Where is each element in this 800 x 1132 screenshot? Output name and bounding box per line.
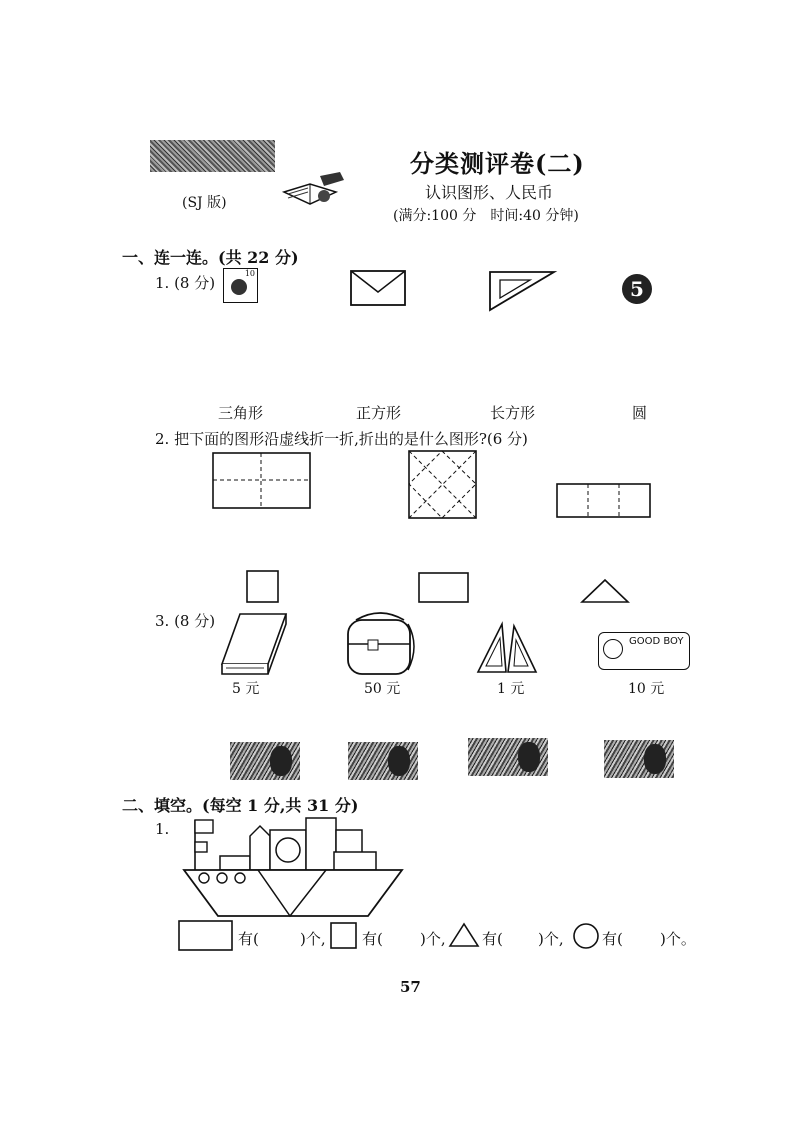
ship-figure (178, 808, 408, 920)
answer-square (246, 570, 280, 604)
fill-has-rectangle: 有( (238, 930, 259, 948)
banknote-image (604, 740, 674, 778)
price-schoolbag: 50 元 (364, 681, 401, 697)
section2-heading: 二、填空。(每空 1 分,共 31 分) (122, 796, 359, 815)
answer-triangle (580, 578, 630, 604)
price-rulers: 1 元 (497, 681, 525, 697)
fill-has-triangle: 有( (482, 930, 503, 948)
shape-word-square: 正方形 (356, 404, 402, 422)
price-pencil-box: 10 元 (628, 681, 665, 697)
shape-word-triangle: 三角形 (218, 404, 264, 422)
header-banner (150, 140, 275, 172)
page-subtitle: 认识图形、人民币 (425, 183, 554, 202)
banknote-image (348, 742, 418, 780)
section1-heading: 一、连一连。(共 22 分) (122, 248, 299, 267)
pencil-box-text: GOOD BOY (629, 636, 684, 647)
fill-close-rectangle: )个, (300, 930, 326, 948)
shape-word-rectangle: 长方形 (490, 404, 536, 422)
triangle-symbol (448, 922, 480, 948)
q2-label: 2. 把下面的图形沿虚线折一折,折出的是什么图形?(6 分) (155, 430, 528, 448)
fill-has-circle: 有( (602, 930, 623, 948)
fill-has-square: 有( (362, 930, 383, 948)
edition-label: (SJ 版) (182, 195, 227, 211)
q1-label: 1. (8 分) (155, 274, 216, 292)
envelope-icon (350, 270, 406, 306)
q3-label: 3. (8 分) (155, 612, 216, 630)
pencil-box-icon (598, 632, 690, 670)
triangle-rulers-icon (476, 622, 538, 674)
circle-symbol (572, 922, 600, 950)
fill-close-circle: )个。 (660, 930, 696, 948)
s2-q1-label: 1. (155, 820, 170, 838)
fold-rectangle-figure (212, 452, 312, 510)
rectangle-symbol (178, 920, 234, 952)
fold-square-figure (408, 450, 478, 520)
shape-word-circle: 圆 (632, 404, 648, 422)
set-square-icon (488, 270, 556, 312)
schoolbag-icon (342, 610, 420, 678)
book-illustration (280, 170, 350, 215)
banknote-image (468, 738, 548, 776)
fill-close-square: )个, (420, 930, 446, 948)
page-title: 分类测评卷(二) (410, 149, 585, 178)
fill-close-triangle: )个, (538, 930, 564, 948)
answer-rectangle (418, 572, 470, 604)
banknote-square-icon: 10 (223, 268, 258, 303)
coin-circle-icon: 5 (622, 274, 652, 304)
book-icon (220, 612, 290, 678)
fold-strip-figure (556, 483, 652, 519)
page-number: 57 (400, 978, 421, 996)
exam-meta: (满分:100 分 时间:40 分钟) (393, 208, 579, 224)
price-book: 5 元 (232, 681, 260, 697)
banknote-image (230, 742, 300, 780)
square-symbol (330, 922, 358, 950)
